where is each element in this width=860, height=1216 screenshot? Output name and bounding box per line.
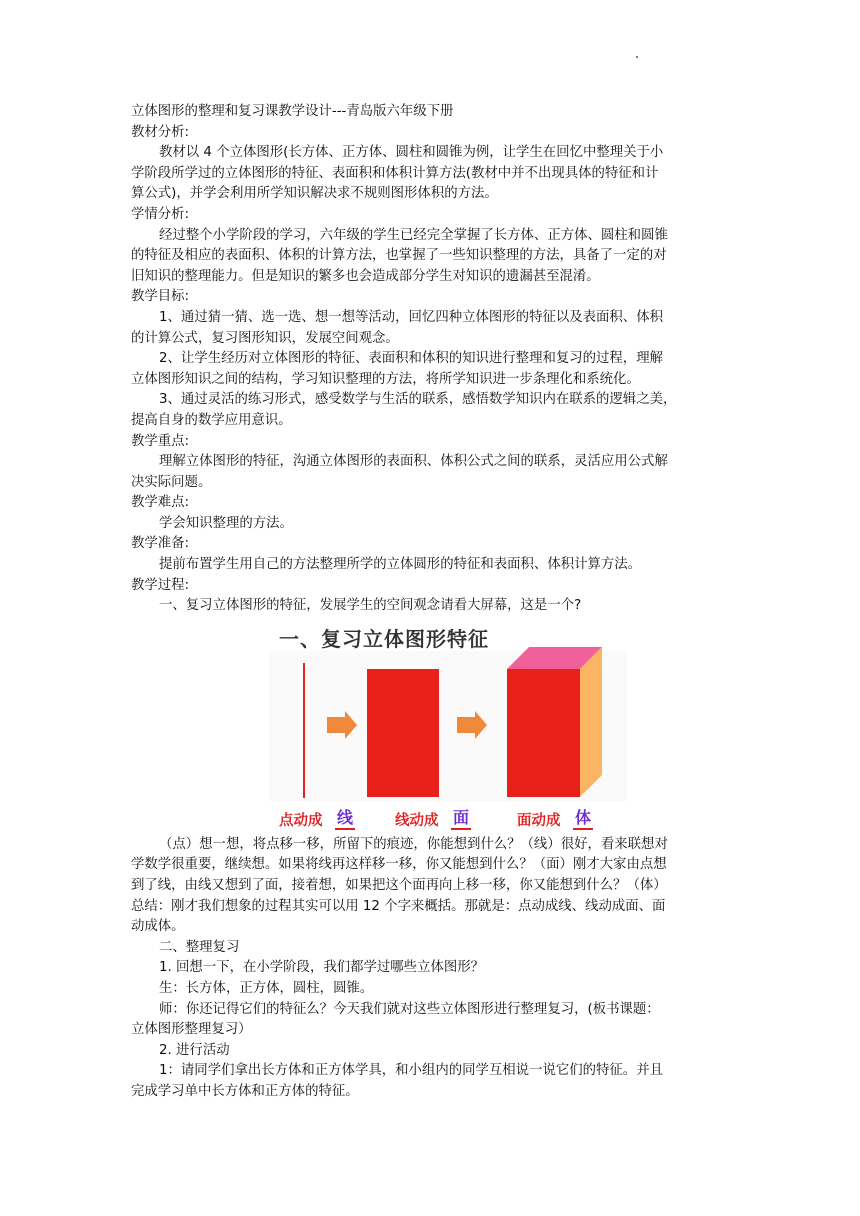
arrow-icon [327,711,357,739]
label-line-fill: 面 [451,805,471,830]
text-line: 决实际问题。 [131,474,212,490]
text-line: 完成学习单中长方体和正方体的特征。 [131,1083,359,1099]
text-line: 的特征及相应的表面积、体积的计算方法，也掌握了一些知识整理的方法，具备了一定的对 [131,248,667,264]
label-plane-fill: 体 [573,805,593,830]
text-line: 经过整个小学阶段的学习，六年级的学生已经完全掌握了长方体、正方体、圆柱和圆锥 [159,227,668,243]
text-line: （点）想一想，将点移一移，所留下的痕迹，你能想到什么？（线）很好，看来联想对 [159,836,668,852]
text-line: 2. 进行活动 [159,1042,230,1058]
arrow-icon [457,711,487,739]
label-line-prefix: 线动成 [395,812,439,829]
slide-figure [269,623,631,831]
text-line: 3、通过灵活的练习形式，感受数学与生活的联系，感悟数学知识内在联系的逻辑之美， [159,392,677,408]
text-line: 学会知识整理的方法。 [159,515,293,531]
text-block-after [131,835,735,1103]
text-line: 教学重点: [131,433,190,449]
text-line: 二、整理复习 [159,939,240,955]
text-line: 1：请同学们拿出长方体和正方体学具，和小组内的同学互相说一说它们的特征。并且 [159,1063,663,1079]
document-body [131,102,735,1103]
label-point-prefix: 点动成 [279,812,323,829]
text-line: 提高自身的数学应用意识。 [131,412,292,428]
text-line: 立体图形整理复习） [131,1022,252,1038]
text-line: 一、复习立体图形的特征，发展学生的空间观念请看大屏幕，这是一个? [159,598,582,614]
text-line: 教学过程: [131,577,190,593]
figure-drawing [269,623,631,801]
text-line: 学情分析: [131,206,190,222]
figure-title: 一、复习立体图形特征 [279,626,489,651]
text-line: 理解立体图形的特征，沟通立体图形的表面积、体积公式之间的联系，灵活应用公式解 [159,454,668,470]
text-line: 教材以 4 个立体图形(长方体、正方体、圆柱和圆锥为例，让学生在回忆中整理关于小 [159,145,664,161]
page-dot [636,56,638,58]
label-plane-prefix: 面动成 [517,812,561,829]
label-point-fill: 线 [335,805,355,830]
text-line: 2、让学生经历对立体图形的特征、表面积和体积的知识进行整理和复习的过程，理解 [159,351,663,367]
text-line: 学数学很重要，继续想。如果将线再这样移一移，你又能想到什么？（面）刚才大家由点想 [131,857,667,873]
text-line: 教学难点: [131,495,190,511]
text-line: 学阶段所学过的立体图形的特征、表面积和体积计算方法(教材中并不出现具体的特征和计 [131,165,659,181]
text-line: 算公式)，并学会利用所学知识解决求不规则图形体积的方法。 [131,186,498,202]
text-line: 旧知识的整理能力。但是知识的繁多也会造成部分学生对知识的遗漏甚至混淆。 [131,268,600,284]
text-line: 的计算公式，复习图形知识，发展空间观念。 [131,330,399,346]
text-line: 教材分析: [131,124,190,140]
text-line: 师：你还记得它们的特征么？今天我们就对这些立体图形进行整理复习，(板书课题： [159,1001,660,1017]
text-block-before [131,102,735,617]
text-line: 提前布置学生用自己的方法整理所学的立体圆形的特征和表面积、体积计算方法。 [159,557,642,573]
text-line: 教学目标: [131,289,190,305]
cuboid-front [507,669,580,797]
text-line: 立体图形知识之间的结构，学习知识整理的方法，将所学知识进一步条理化和系统化。 [131,371,640,387]
text-line: 教学准备: [131,536,190,552]
text-line: 1. 回想一下，在小学阶段，我们都学过哪些立体图形？ [159,960,485,976]
text-line: 动成体。 [131,919,185,935]
text-line: 到了线，由线又想到了面，接着想，如果把这个面再向上移一移，你又能想到什么？（体） [131,878,667,894]
cuboid-side [580,647,602,797]
text-line: 1、通过猜一猜、选一选、想一想等活动，回忆四种立体图形的特征以及表面积、体积 [159,309,663,325]
red-rectangle [367,669,439,797]
text-line: 立体图形的整理和复习课教学设计---青岛版六年级下册 [131,104,454,119]
text-line: 总结：刚才我们想象的过程其实可以用 12 个字来概括。那就是：点动成线、线动成面、面 [131,898,666,914]
text-line: 生：长方体，正方体，圆柱，圆锥。 [159,981,374,996]
